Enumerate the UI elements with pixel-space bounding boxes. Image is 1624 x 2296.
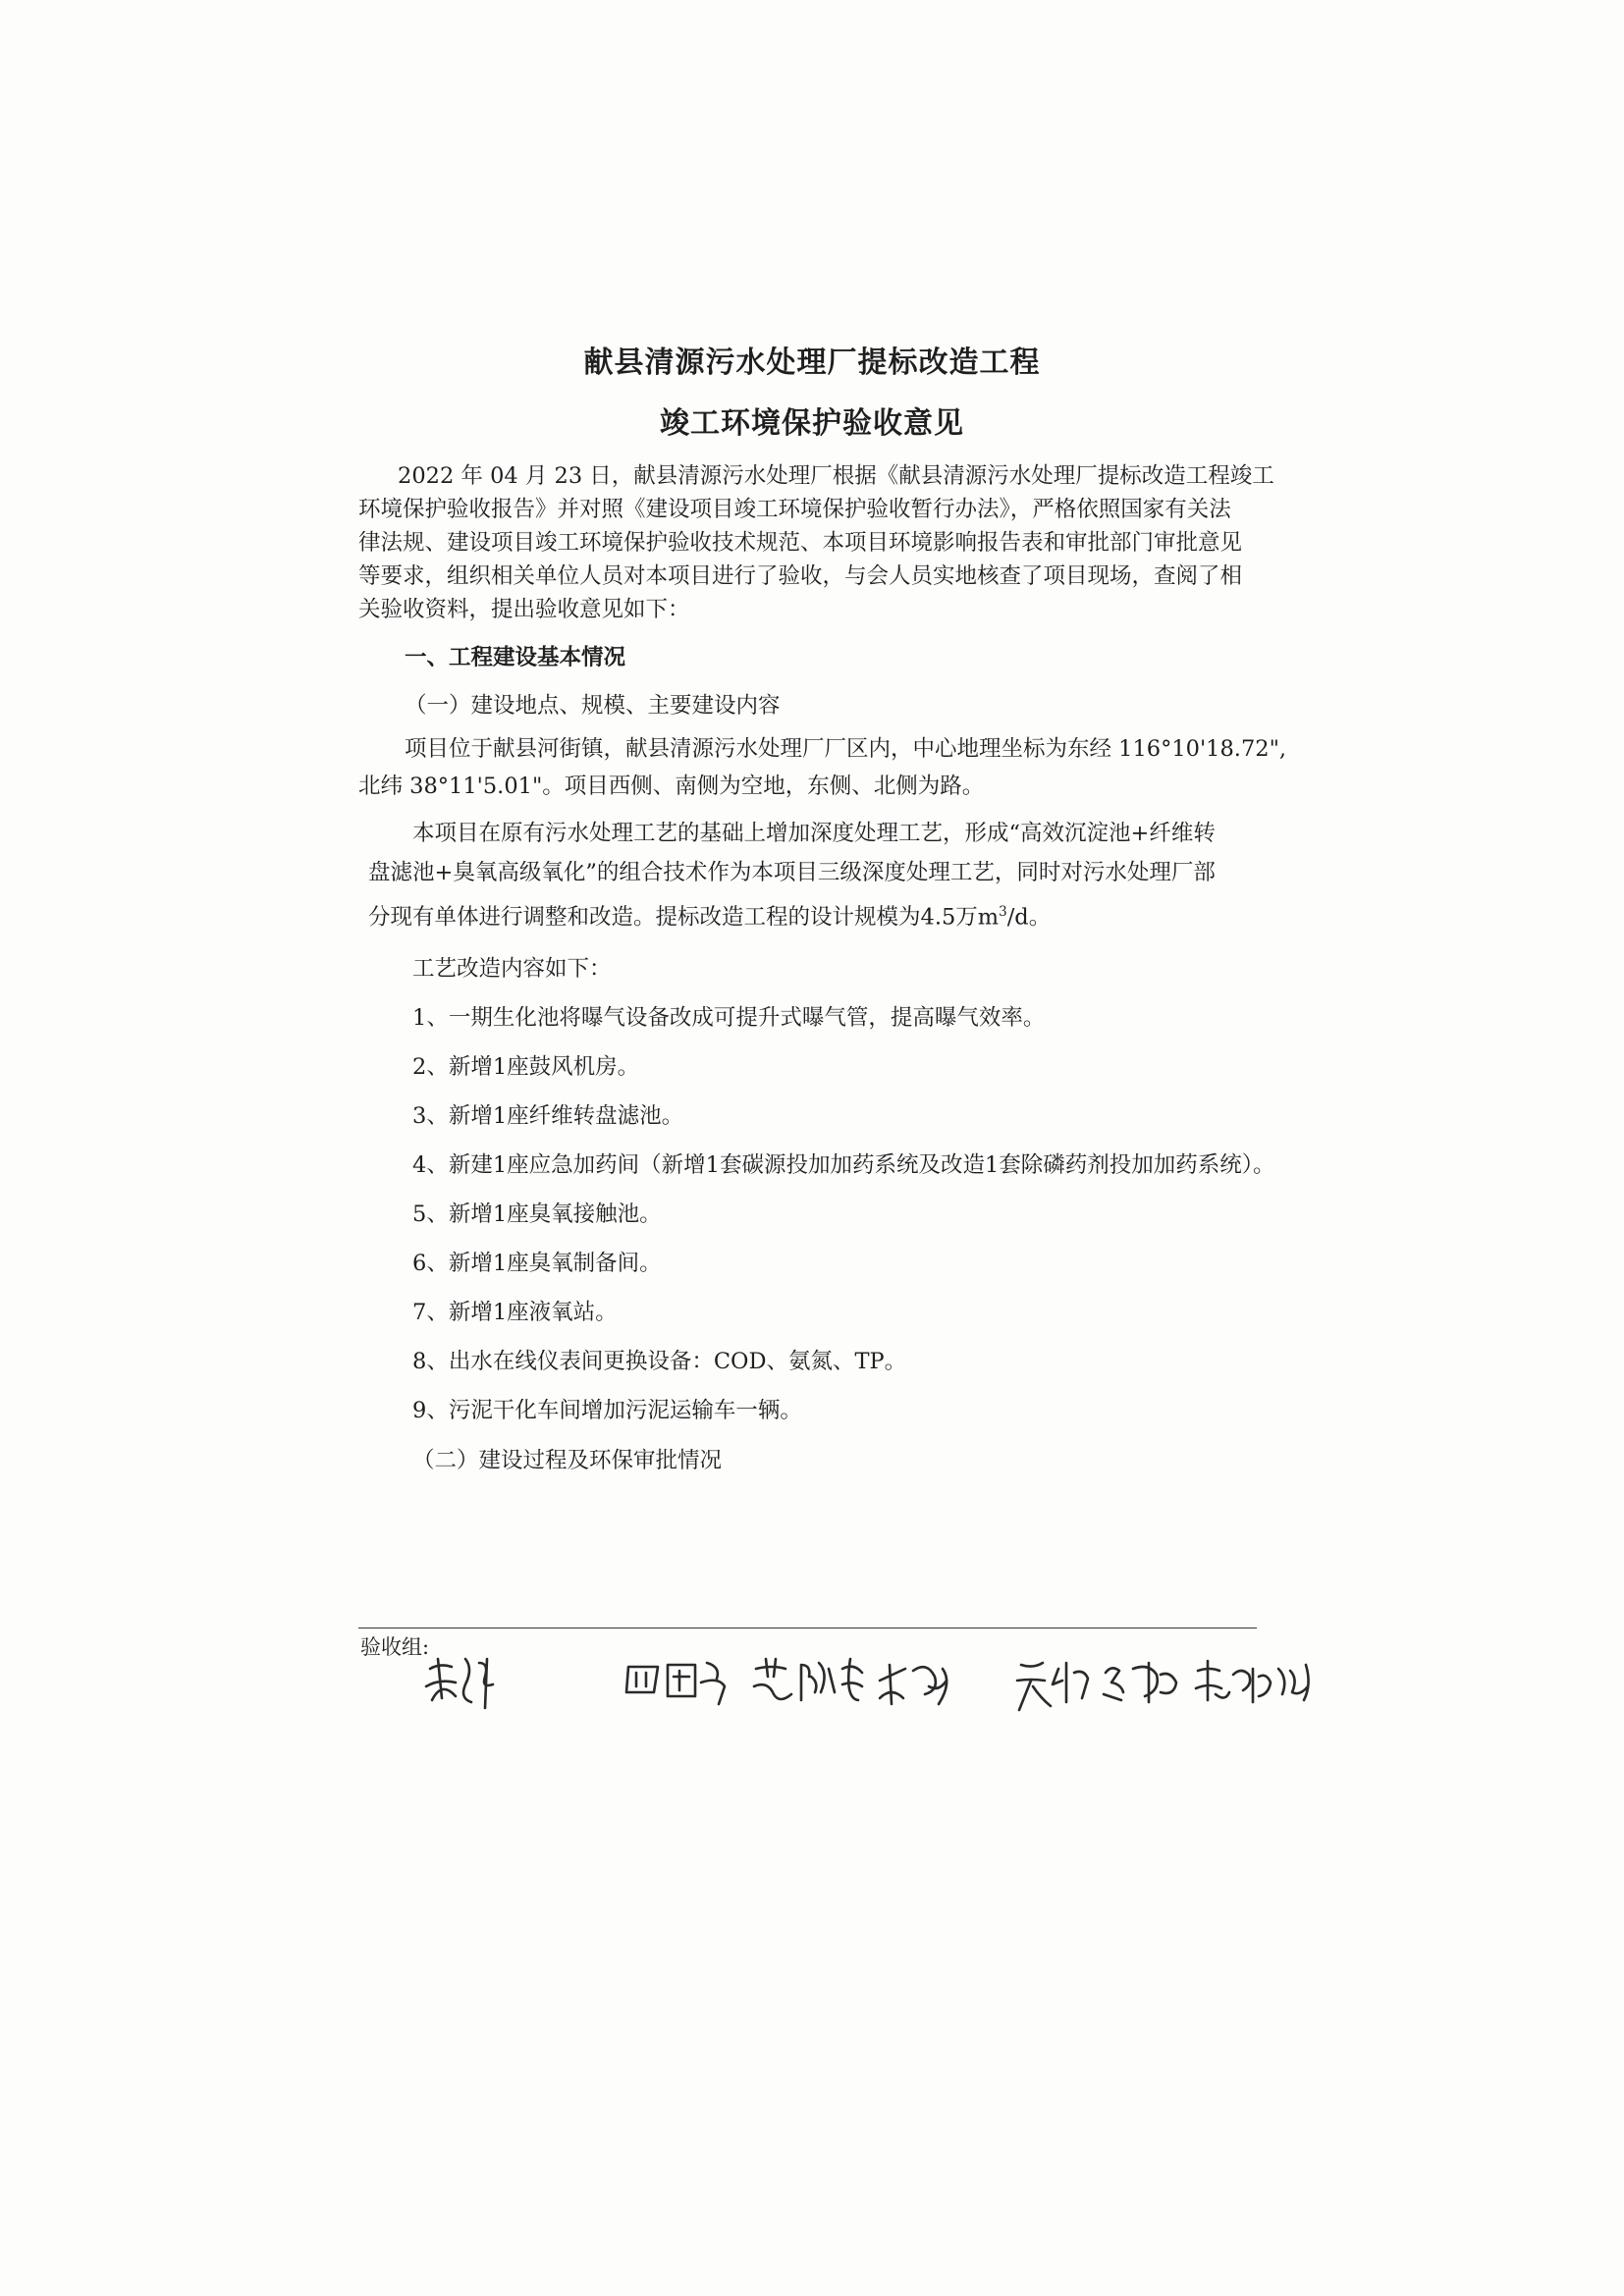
signature-label: 验收组: xyxy=(360,1635,430,1659)
list-item: 1、一期生化池将曝气设备改成可提升式曝气管，提高曝气效率。 xyxy=(412,1005,1046,1031)
text-line: 项目位于献县河街镇，献县清源污水处理厂厂区内，中心地理坐标为东经 116°10'18.72", xyxy=(405,736,1287,762)
signature-divider xyxy=(358,1628,1257,1629)
list-item: 6、新增1座臭氧制备间。 xyxy=(412,1251,662,1276)
document-title: 献县清源污水处理厂提标改造工程 xyxy=(583,346,1041,380)
text-line: 关验收资料，提出验收意见如下： xyxy=(358,597,690,622)
text-line: 律法规、建设项目竣工环境保护验收技术规范、本项目环境影响报告表和审批部门审批意见 xyxy=(358,530,1243,556)
text-line: 等要求，组织相关单位人员对本项目进行了验收，与会人员实地核查了项目现场，查阅了相 xyxy=(358,563,1243,589)
text-segment: /d。 xyxy=(1006,904,1052,931)
list-item: 9、污泥干化车间增加污泥运输车一辆。 xyxy=(412,1398,802,1423)
list-item: 8、出水在线仪表间更换设备：COD、氨氮、TP。 xyxy=(412,1349,907,1374)
list-item: 4、新建1座应急加药间（新增1套碳源投加加药系统及改造1套除磷药剂投加加药系统）。 xyxy=(412,1152,1275,1178)
handwritten-signatures xyxy=(422,1629,1365,1747)
text-segment: 分现有单体进行调整和改造。提标改造工程的设计规模为4.5万m xyxy=(368,904,1000,931)
subsection-heading: （二）建设过程及环保审批情况 xyxy=(412,1448,723,1473)
superscript: 3 xyxy=(999,904,1007,920)
text-line: 环境保护验收报告》并对照《建设项目竣工环境保护验收暂行办法》，严格依照国家有关法 xyxy=(358,497,1231,522)
section-heading: 一、工程建设基本情况 xyxy=(405,645,626,670)
text-line: 北纬 38°11'5.01"。项目西侧、南侧为空地，东侧、北侧为路。 xyxy=(358,774,985,799)
list-item: 3、新增1座纤维转盘滤池。 xyxy=(412,1103,684,1129)
signature-mark xyxy=(1104,1663,1176,1702)
list-item: 2、新增1座鼓风机房。 xyxy=(412,1054,640,1080)
signature-mark xyxy=(426,1659,493,1708)
list-item: 7、新增1座液氧站。 xyxy=(412,1300,618,1325)
subsection-heading: （一）建设地点、规模、主要建设内容 xyxy=(405,693,781,719)
text-line xyxy=(368,897,1051,933)
signature-mark xyxy=(626,1663,725,1704)
signature-mark xyxy=(754,1659,862,1700)
items-heading: 工艺改造内容如下： xyxy=(412,956,612,982)
list-item: 5、新增1座臭氧接触池。 xyxy=(412,1201,662,1227)
signature-mark xyxy=(880,1665,947,1704)
text-line: 本项目在原有污水处理工艺的基础上增加深度处理工艺，形成“高效沉淀池+纤维转 xyxy=(412,821,1216,846)
signature-mark xyxy=(1017,1663,1088,1710)
text-line: 2022 年 04 月 23 日，献县清源污水处理厂根据《献县清源污水处理厂提标改造工程竣工 xyxy=(398,463,1274,489)
text-line: 盘滤池+臭氧高级氧化”的组合技术作为本项目三级深度处理工艺，同时对污水处理厂部 xyxy=(368,860,1216,885)
signature-mark xyxy=(1196,1661,1309,1702)
document-subtitle: 竣工环境保护验收意见 xyxy=(660,406,964,441)
